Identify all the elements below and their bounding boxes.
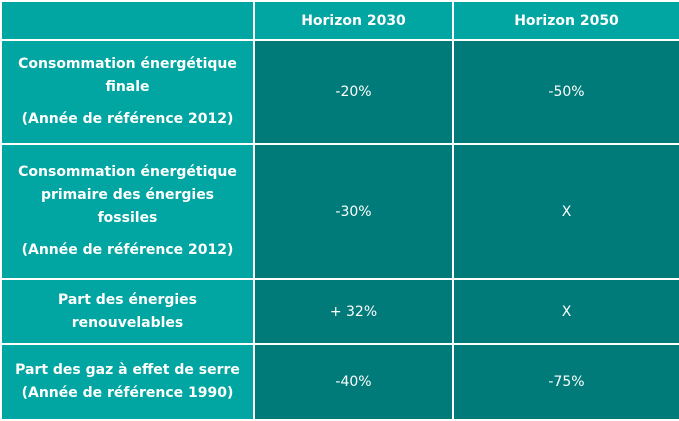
reference-year-note: (Année de référence 2012) — [21, 111, 234, 127]
header-horizon-2050: Horizon 2050 — [453, 1, 679, 40]
row-label-primary-fossil-energy — [1, 144, 254, 279]
label-line: primaire des énergies — [40, 187, 215, 203]
table-row — [1, 40, 679, 144]
reference-year-note: (Année de référence 2012) — [21, 242, 234, 258]
header-row — [1, 1, 679, 40]
value-2030: + 32% — [254, 279, 453, 344]
table-row — [1, 344, 679, 420]
value-2030: -20% — [254, 40, 453, 144]
value-2030: -40% — [254, 344, 453, 420]
table-row — [1, 144, 679, 279]
label-line: (Année de référence 1990) — [21, 385, 234, 401]
value-2050: X — [453, 144, 679, 279]
value-2030: -30% — [254, 144, 453, 279]
label-line: finale — [105, 79, 150, 95]
label-line: Part des énergies — [57, 291, 198, 308]
label-line: Consommation énergétique — [18, 56, 237, 72]
value-2050: -50% — [453, 40, 679, 144]
value-2050: X — [453, 279, 679, 344]
table-row — [1, 279, 679, 344]
row-label-renewables-share — [1, 279, 254, 344]
label-line: fossiles — [97, 210, 158, 226]
label-line: Part des gaz à effet de serre — [15, 362, 240, 378]
row-label-final-energy — [1, 40, 254, 144]
header-empty-cell — [1, 1, 254, 40]
row-label-greenhouse-gas-share — [1, 344, 254, 420]
label-line: Consommation énergétique — [18, 164, 237, 180]
value-2050: -75% — [453, 344, 679, 420]
label-line: renouvelables — [71, 314, 184, 331]
header-horizon-2030: Horizon 2030 — [254, 1, 453, 40]
